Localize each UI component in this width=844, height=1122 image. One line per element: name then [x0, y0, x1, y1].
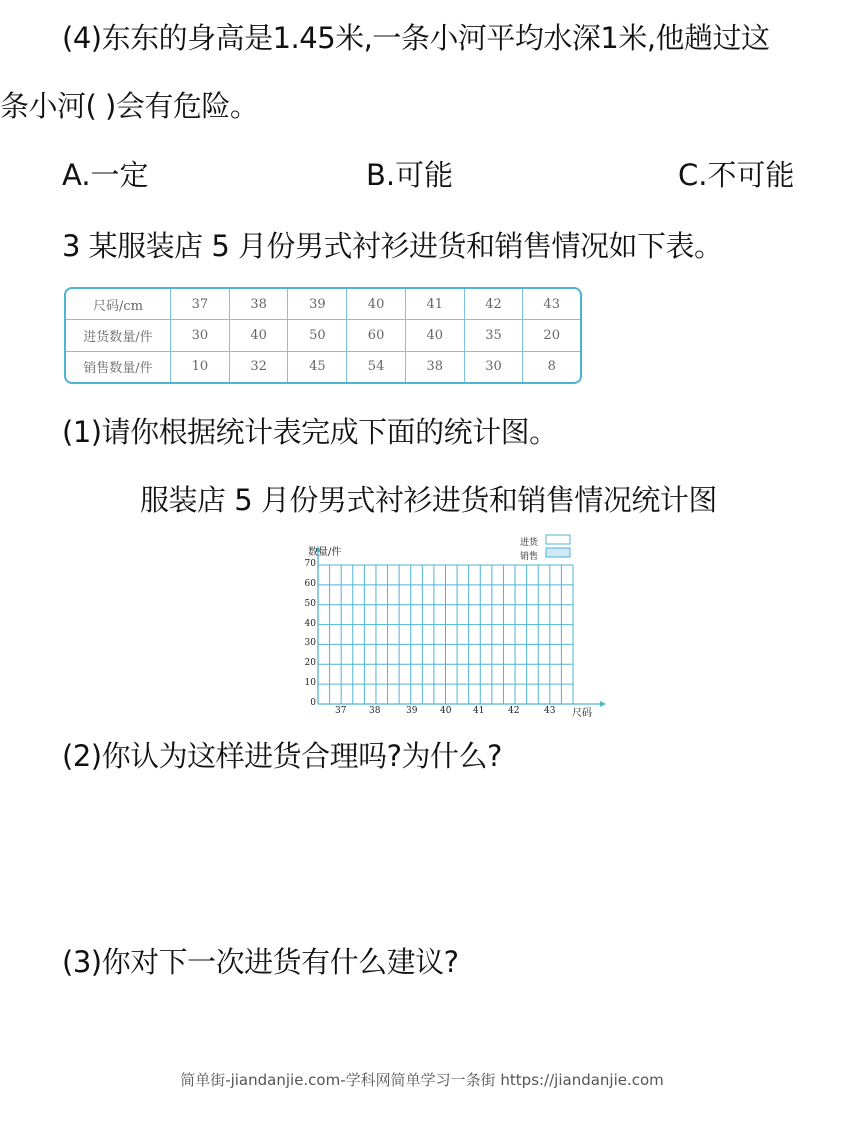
table-cell: 60: [347, 320, 406, 352]
table-cell: 38: [405, 351, 464, 382]
table-cell: 30: [464, 351, 523, 382]
table-row-size: [66, 289, 580, 320]
table-cell: 35: [464, 320, 523, 352]
chart-grid-svg: [290, 530, 610, 720]
problem-3-intro: 3 某服装店 5 月份男式衬衫进货和销售情况如下表。: [62, 229, 723, 263]
question-4-line-2: 条小河( )会有危险。: [0, 89, 259, 123]
sub-question-3: (3)你对下一次进货有什么建议?: [62, 945, 459, 979]
footer-watermark: 简单街-jiandanjie.com-学科网简单学习一条街 https://jiandanjie.com: [180, 1071, 664, 1089]
table-cell: 42: [464, 289, 523, 320]
y-tick-label: 60: [304, 578, 316, 589]
table-cell: 39: [288, 289, 347, 320]
row-header: 销售数量/件: [66, 351, 171, 382]
table-cell: 54: [347, 351, 406, 382]
y-tick-label: 10: [304, 678, 316, 689]
table-cell: 45: [288, 351, 347, 382]
legend-label-sales: 销售: [520, 552, 539, 562]
table-cell: 20: [523, 320, 580, 352]
table-cell: 37: [171, 289, 230, 320]
table-cell: 10: [171, 351, 230, 382]
table-cell: 41: [405, 289, 464, 320]
x-tick-label: 37: [335, 706, 347, 716]
question-4-line-1: (4)东东的身高是1.45米,一条小河平均水深1米,他趟过这: [62, 21, 770, 55]
table-cell: 40: [347, 289, 406, 320]
x-axis-label: 尺码: [572, 708, 592, 719]
option-c[interactable]: C.不可能: [678, 158, 795, 192]
table-cell: 8: [523, 351, 580, 382]
bar-chart-grid[interactable]: [290, 530, 610, 720]
x-tick-label: 38: [369, 706, 381, 716]
chart-title: 服装店 5 月份男式衬衫进货和销售情况统计图: [140, 483, 717, 517]
x-tick-label: 42: [508, 706, 520, 716]
y-tick-label: 20: [304, 658, 316, 669]
table-row-stock: [66, 320, 580, 352]
legend-label-stock: 进货: [520, 538, 539, 548]
table-cell: 40: [229, 320, 288, 352]
table-cell: 40: [405, 320, 464, 352]
table-cell: 32: [229, 351, 288, 382]
y-tick-label: 40: [304, 618, 316, 629]
sub-question-1: (1)请你根据统计表完成下面的统计图。: [62, 415, 558, 449]
data-table: [64, 287, 582, 384]
table-cell: 38: [229, 289, 288, 320]
table-cell: 30: [171, 320, 230, 352]
x-tick-label: 43: [544, 706, 556, 716]
y-axis-label: 数量/件: [308, 547, 342, 558]
sub-question-2: (2)你认为这样进货合理吗?为什么?: [62, 739, 502, 773]
row-header: 进货数量/件: [66, 320, 171, 352]
table-row-sales: [66, 351, 580, 382]
y-tick-label: 30: [304, 638, 316, 649]
row-header: 尺码/cm: [66, 289, 171, 320]
x-tick-label: 39: [406, 706, 418, 716]
table-cell: 43: [523, 289, 580, 320]
x-tick-label: 41: [473, 706, 485, 716]
option-b[interactable]: B.可能: [366, 158, 454, 192]
y-tick-label: 0: [310, 698, 316, 708]
y-tick-label: 50: [304, 598, 316, 609]
y-tick-label: 70: [304, 559, 316, 569]
x-tick-label: 40: [440, 706, 452, 716]
option-a[interactable]: A.一定: [62, 158, 149, 192]
table-cell: 50: [288, 320, 347, 352]
